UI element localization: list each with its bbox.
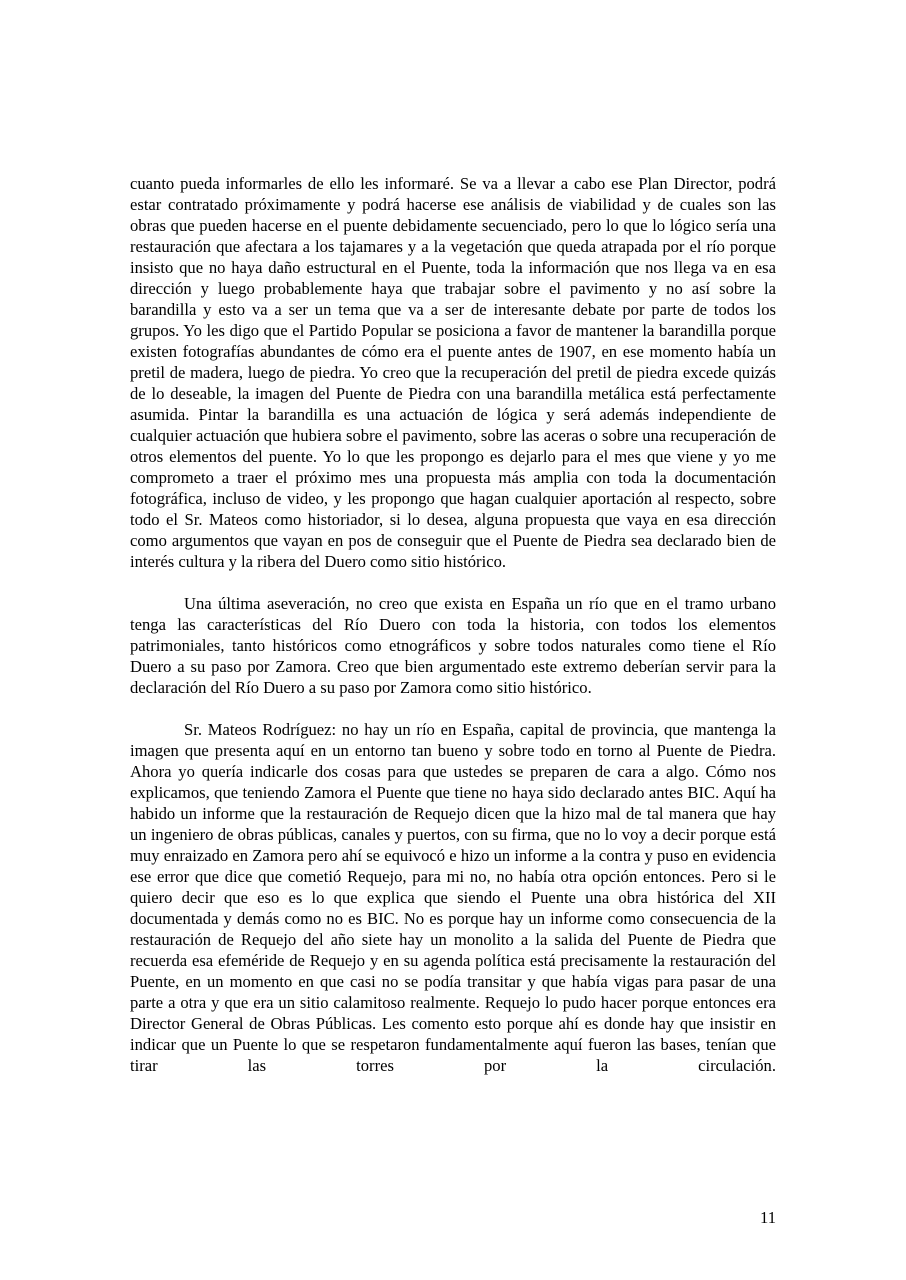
document-body	[130, 173, 776, 1097]
page-number: 11	[760, 1208, 776, 1227]
paragraph-ultima-aseveracion: Una última aseveración, no creo que exista en España un río que en el tramo urbano tenga las características del Río Duero con toda la historia, con todos los elementos patrimoniales, tanto históricos como etnográficos y sobre todos naturales como tiene el Río Duero a su paso por Zamora. Creo que bien argumentado este extremo deberían servir para la declaración del Río Duero a su paso por Zamora como sitio histórico.	[130, 594, 776, 697]
paragraph-sr-mateos: Sr. Mateos Rodríguez: no hay un río en España, capital de provincia, que mantenga la imagen que presenta aquí en un entorno tan bueno y sobre todo en torno al Puente de Piedra. Ahora yo quería indicarle dos cosas para que ustedes se preparen de cara a algo. Cómo nos explicamos, que teniendo Zamora el Puente que tiene no haya sido declarado antes BIC. Aquí ha habido un informe que la restauración de Requejo dicen que la hizo mal de tal manera que hay un ingeniero de obras públicas, canales y puertos, con su firma, que no lo voy a decir porque está muy enraizado en Zamora pero ahí se equivocó e hizo un informe a la contra y puso en evidencia ese error que dice que cometió Requejo, para mi no, no había otra opción entonces. Pero si le quiero decir que eso es lo que explica que siendo el Puente una obra histórica del XII documentada y demás como no es BIC. No es porque hay un informe como consecuencia de la restauración de Requejo del año siete hay un monolito a la salida del Puente de Piedra que recuerda esa efeméride de Requejo y en su agenda política está precisamente la restauración del Puente, en un momento en que casi no se podía transitar y que había vigas para pasar de una parte a otra y que era un sitio calamitoso realmente. Requejo lo pudo hacer porque entonces era Director General de Obras Públicas. Les comento esto porque ahí es donde hay que insistir en indicar que un Puente lo que se respetaron fundamentalmente aquí fueron las bases, tenían que tirar las torres por la circulación.	[130, 720, 776, 1075]
paragraph-continuation: cuanto pueda informarles de ello les informaré. Se va a llevar a cabo ese Plan Director, podrá estar contratado próximamente y podrá hacerse ese análisis de viabilidad y de cuales son las obras que pueden hacerse en el puente debidamente secuenciado, pero lo que lo lógico sería una restauración que afectara a los tajamares y a la vegetación que queda atrapada por el río porque insisto que no haya daño estructural en el Puente, toda la información que nos llega va en esa dirección y luego probablemente haya que trabajar sobre el pavimento y no así sobre la barandilla y esto va a ser un tema que va a ser de interesante debate por parte de todos los grupos. Yo les digo que el Partido Popular se posiciona a favor de mantener la barandilla porque existen fotografías abundantes de cómo era el puente antes de 1907, en ese momento había un pretil de madera, luego de piedra. Yo creo que la recuperación del pretil de piedra excede quizás de lo deseable, la imagen del Puente de Piedra con una barandilla metálica está perfectamente asumida. Pintar la barandilla es una actuación de lógica y será además independiente de cualquier actuación que hubiera sobre el pavimento, sobre las aceras o sobre una recuperación de otros elementos del puente. Yo lo que les propongo es dejarlo para el mes que viene y yo me comprometo a traer el próximo mes una propuesta más amplia con toda la documentación fotográfica, incluso de video, y les propongo que hagan cualquier aportación al respecto, sobre todo el Sr. Mateos como historiador, si lo desea, alguna propuesta que vaya en esa dirección como argumentos que vayan en pos de conseguir que el Puente de Piedra sea declarado bien de interés cultura y la ribera del Duero como sitio histórico.	[130, 174, 776, 571]
